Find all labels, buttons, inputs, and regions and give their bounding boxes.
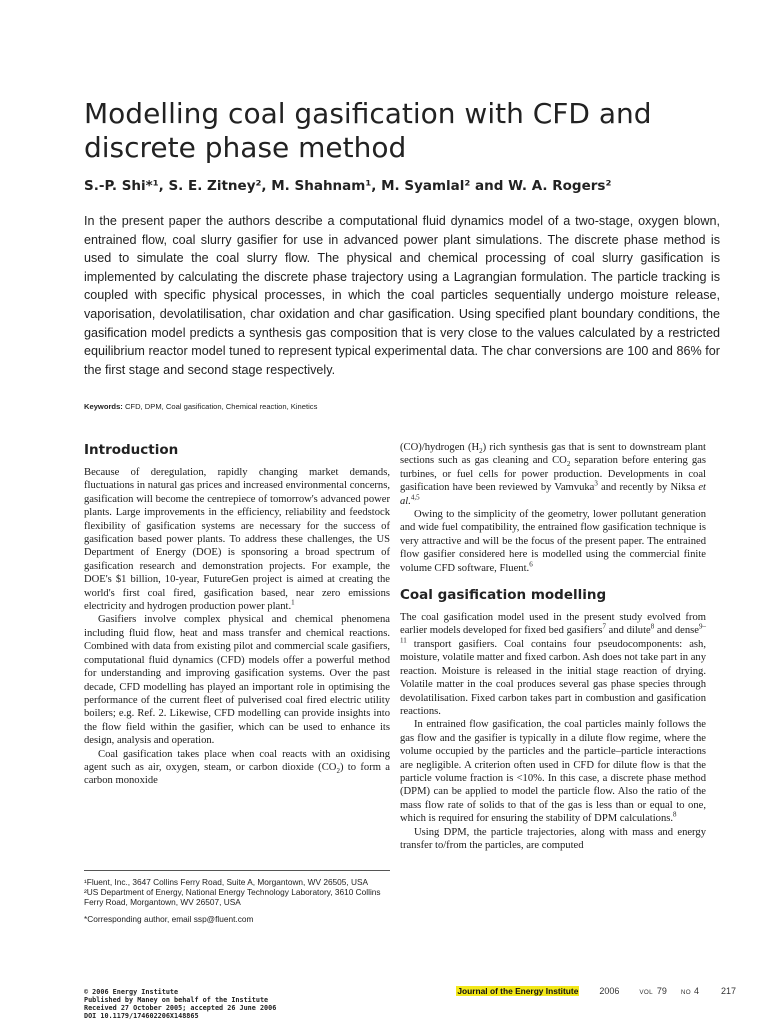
- journal-year: 2006: [599, 986, 620, 996]
- right-column: [400, 441, 706, 852]
- body-paragraph: Because of deregulation, rapidly changing market demands, fluctuations in natural gas prices and increased environmental concerns, gasification will become the centrepiece of tomorrow's advanced power plants. Large improvements in the efficiency, reliability and feedstock flexibility of gasification systems are necessary for the success of gasification based power plants. To address these challenges, the US Department of Energy (DOE) is sponsoring a broad spectrum of gasification research and demonstration projects. For example, the DOE's $1 billion, 10-year, FutureGen project is aimed at creating the world's first coal fired, gasification based, near zero emissions electricity and hydrogen production power plant.$^1$: [84, 467, 390, 613]
- keywords-text: CFD, DPM, Coal gasification, Chemical reaction, Kinetics: [124, 402, 318, 411]
- body-paragraph: (CO)/hydrogen $(H_2)$ rich synthesis gas that is sent to downstream plant sections such as gas cleaning and $CO_2$ separation before entering gas turbines, or fuel cells for power production. Developments in coal gasification have been reviewed by Vamvuka$^3$ and recently by Niksa et al.$^{4,5}$: [400, 442, 707, 507]
- reference-marker[interactable]: 8: [673, 810, 677, 819]
- reference-marker[interactable]: 4,5: [410, 493, 420, 502]
- publisher-line: Published by Maney on behalf of the Institute: [84, 996, 269, 1004]
- corresponding-author-note: *Corresponding author, email ssp@fluent.com: [84, 914, 254, 924]
- paper-title: Modelling coal gasification with CFD and discrete phase method: [84, 97, 652, 164]
- reference-marker[interactable]: 9–11: [400, 622, 706, 645]
- received-line: Received 27 October 2005; accepted 26 June 2006: [84, 1004, 277, 1012]
- reference-marker[interactable]: 1: [291, 598, 295, 607]
- body-paragraph: Coal gasification takes place when coal reacts with an oxidising agent such as air, oxygen, steam, or carbon dioxide $(CO_2)$ to form a carbon monoxide: [84, 748, 390, 787]
- reference-marker[interactable]: 6: [529, 560, 533, 569]
- publication-info: [84, 988, 276, 1020]
- body-paragraph: Owing to the simplicity of the geometry, lower pollutant generation and wide fuel compatibility, the entrained flow gasification technique is very attractive and will be the focus of the present paper. The entrained flow gasifier considered here is modelled using the commercial finite volume CFD software, Fluent.$^6$: [400, 509, 706, 574]
- volume-number: 79: [656, 986, 667, 996]
- keywords: [84, 402, 720, 411]
- author-list: S.-P. Shi*¹, S. E. Zitney², M. Shahnam¹, M. Syamlal² and W. A. Rogers²: [84, 178, 612, 194]
- volume-label: VOL: [639, 989, 653, 996]
- body-paragraph: In entrained flow gasification, the coal particles mainly follows the gas flow and the gasifier is typically in a dilute flow regime, where the volume occupied by the particles and the particle–particle interactions are negligible. A criterion often used in CFD for dilute flow is that the particle volume fraction is <10%. In this case, a discrete phase method (DPM) can be applied to model the particle flow. Also the ratio of the mass flow rate of solids to that of the gas is less than or equal to one, which is required for ensuring the stability of DPM calculations.$^8$: [400, 719, 706, 825]
- page-number: 217: [720, 986, 736, 996]
- running-footer: [456, 986, 736, 996]
- reference-marker[interactable]: 7: [602, 622, 606, 631]
- abstract: In the present paper the authors describe a computational fluid dynamics model of a two-stage, oxygen blown, entrained flow, coal slurry gasifier for use in advanced power plant simulations. The discrete phase method is used to simulate the coal slurry flow. The physical and chemical processing of coal slurry gasification is implemented by calculating the discrete phase trajectory using a Lagrangian formulation. The particle tracking is coupled with specific physical processes, in which the coal particles sequentially undergo moisture release, vaporisation, devolatilisation, char oxidation and char gasification. Using specified plant boundary conditions, the gasification model predicts a synthesis gas composition that is very close to the values calculated by a restricted equilibrium reactor model tuned to represent typical experimental data. The char conversions are 100 and 86% for the first stage and second stage respectively.: [84, 214, 720, 377]
- section-heading-coal-gasification-modelling: Coal gasification modelling: [400, 587, 607, 604]
- section-heading-introduction: Introduction: [84, 442, 179, 458]
- body-paragraph: Using DPM, the particle trajectories, along with mass and energy transfer to/from the particles, are computed: [400, 826, 706, 851]
- keywords-label: Keywords:: [84, 402, 123, 411]
- body-paragraph: The coal gasification model used in the present study evolved from earlier models developed for fixed bed gasifiers$^7$ and dilute$^8$ and dense$^{9-11}$ transport gasifiers. Coal contains four pseudocomponents: ash, moisture, volatile matter and fixed carbon. Ash does not take part in any reaction. Moisture is released in the initial stage reaction of drying. Volatile matter in the coal produces several gas phase species through devolatilisation. Fixed carbon takes part in combustion and gasification reactions.: [400, 612, 706, 717]
- doi-line: DOI 10.1179/174602206X148865: [84, 1012, 199, 1020]
- footnote-affiliation-2: ²US Department of Energy, National Energy Technology Laboratory, 3610 Collins Ferry Road, Morgantown, WV 26507, USA: [84, 887, 381, 907]
- issue-number: 4: [693, 986, 699, 996]
- copyright-line: © 2006 Energy Institute: [84, 988, 179, 996]
- left-column: [84, 441, 390, 788]
- reference-marker[interactable]: 3: [594, 479, 598, 488]
- footnotes: [84, 870, 390, 924]
- reference-marker[interactable]: 8: [650, 622, 655, 631]
- issue-label: NO: [680, 989, 691, 996]
- body-paragraph: Gasifiers involve complex physical and chemical phenomena including fluid flow, heat and mass transfer and chemical reactions. Combined with data from existing pilot and commercial scale gasifiers, computational fluid dynamics (CFD) models offer a powerful method for understanding and improving gasification systems. Over the past decade, CFD modelling has played an important role in optimising the performance of the current fleet of pulverised coal fired electric utility boilers; e.g. Ref. 2. Likewise, CFD modelling can provide insights into the flow field within the gasifier, which can be used to enhance its design, analysis and operation.: [84, 614, 390, 747]
- journal-name: Journal of the Energy Institute: [457, 986, 579, 996]
- footnote-affiliation-1: ¹Fluent, Inc., 3647 Collins Ferry Road, Suite A, Morgantown, WV 26505, USA: [84, 877, 369, 887]
